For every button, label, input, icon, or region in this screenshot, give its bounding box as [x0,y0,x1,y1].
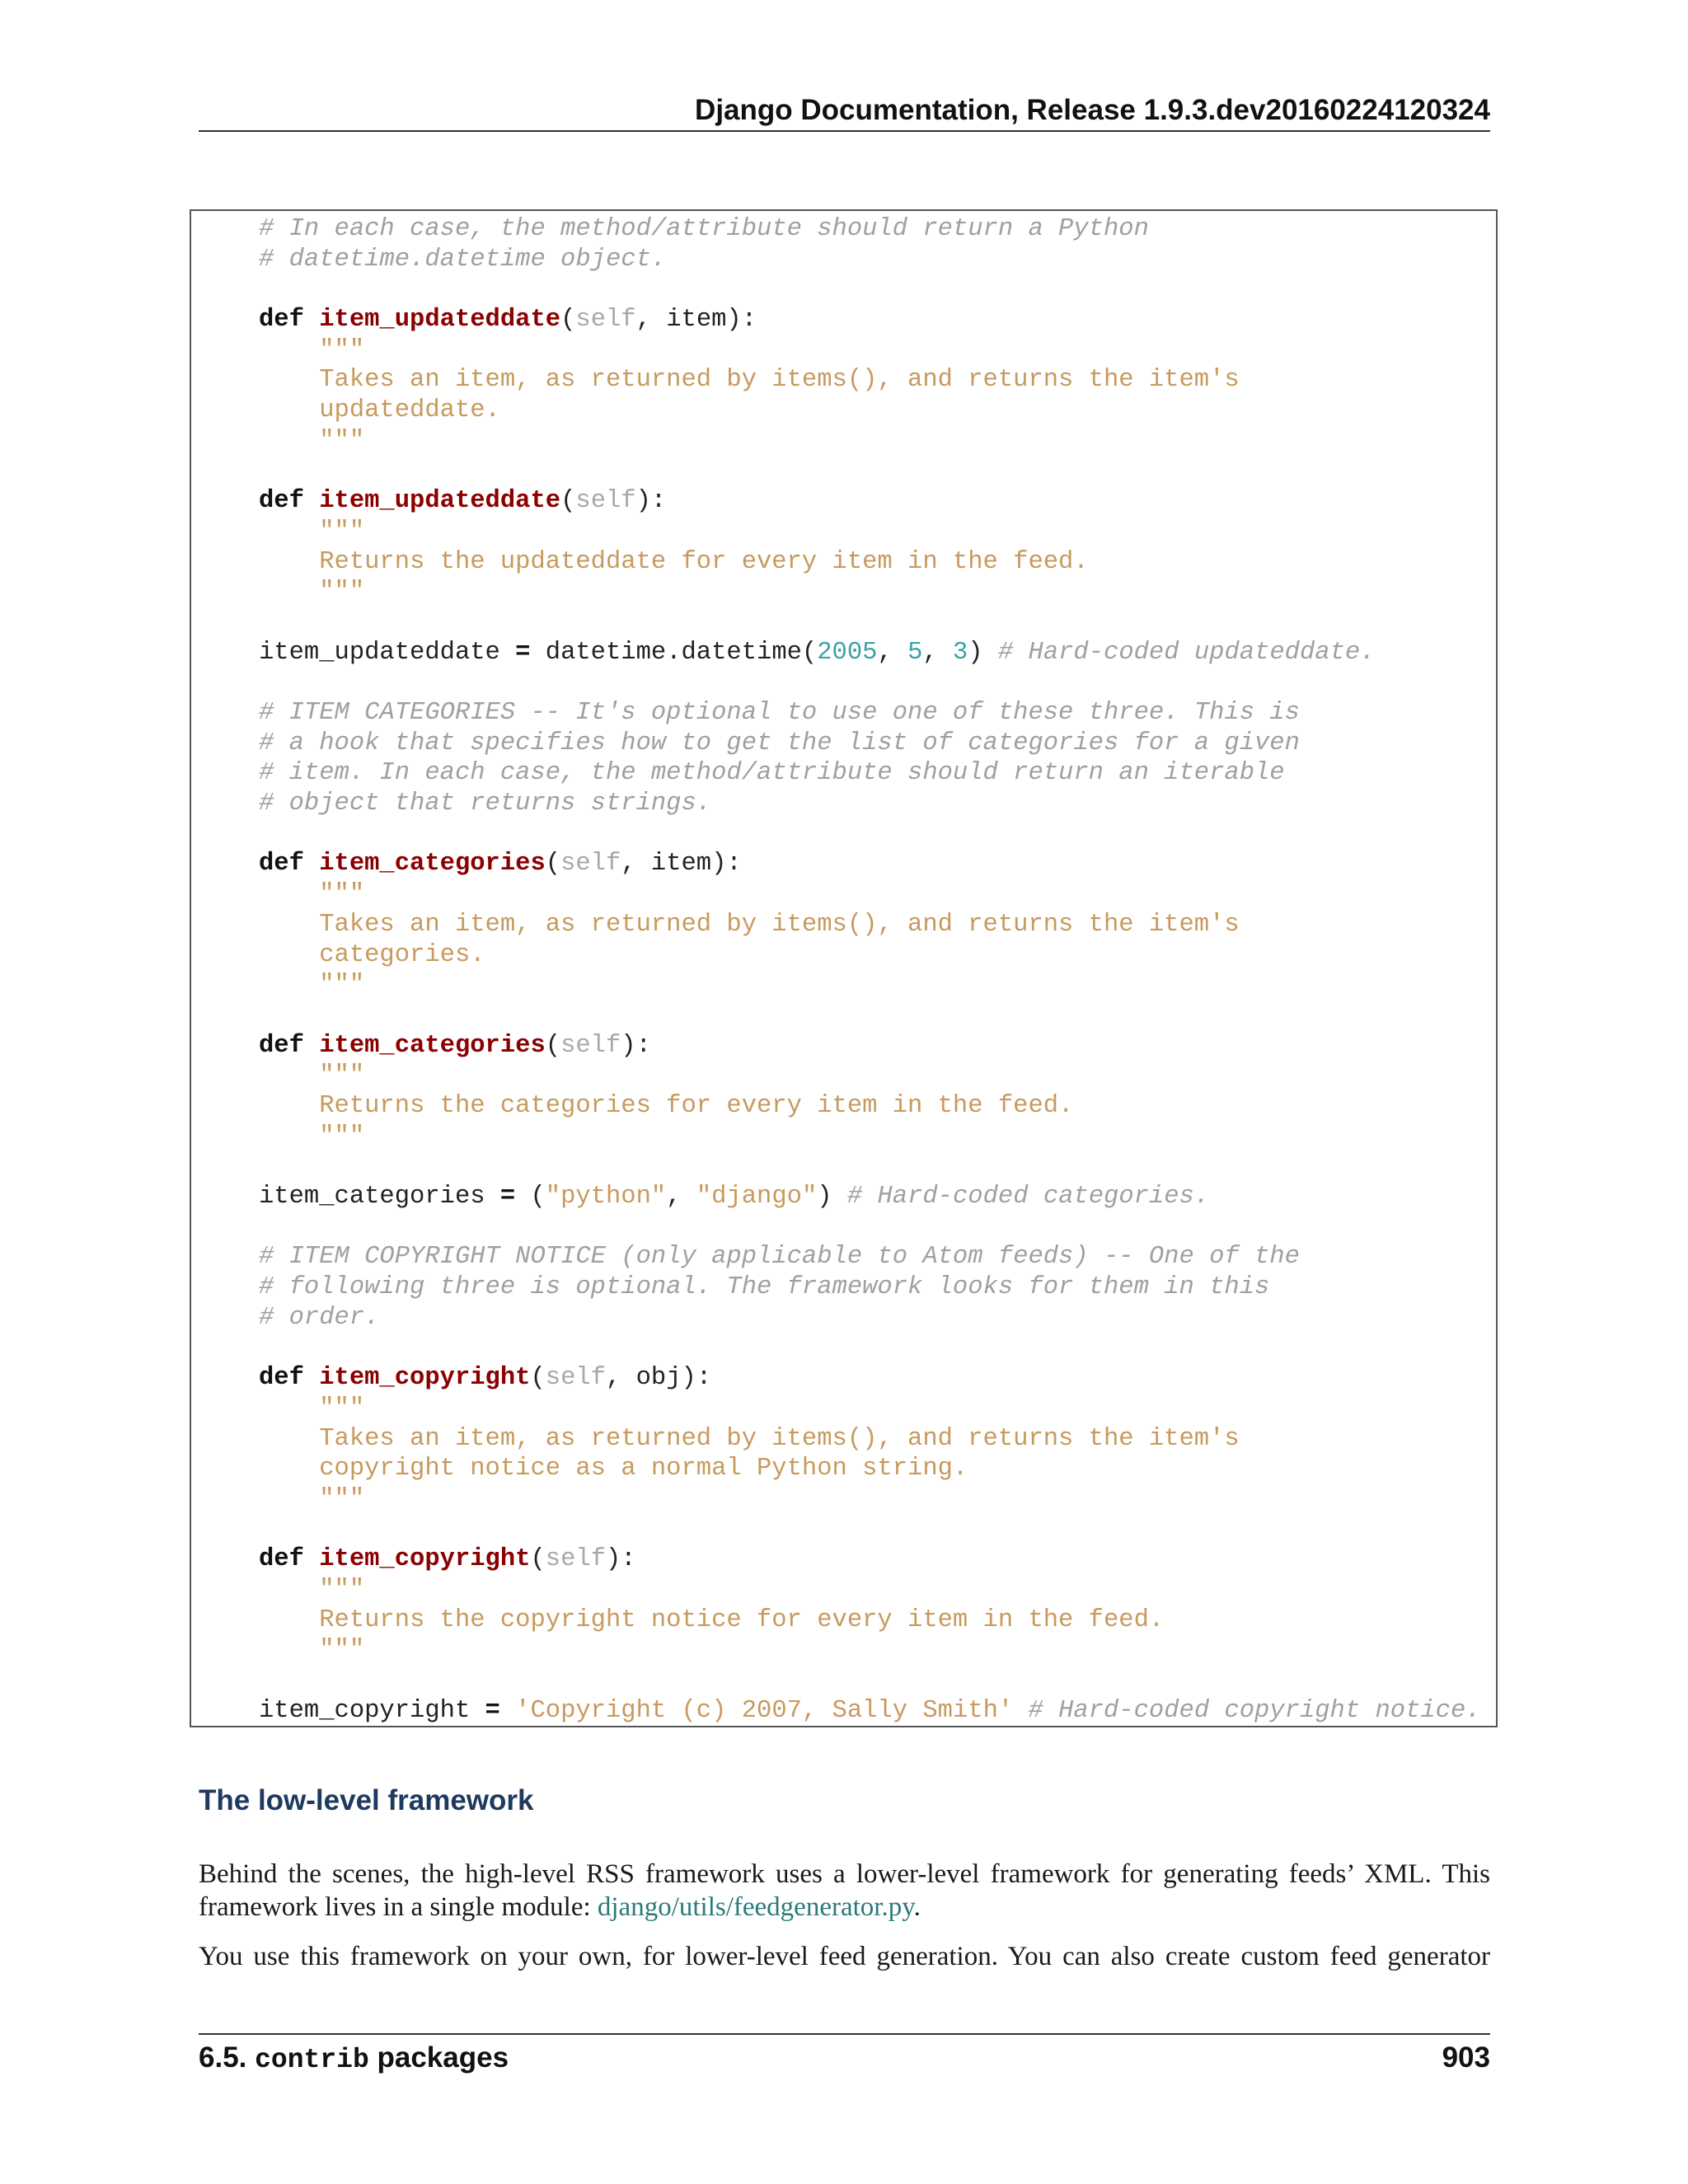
code-token: 'Copyright (c) 2007, Sally Smith' [515,1696,1014,1725]
code-token: 2005 [817,638,878,667]
code-token: # object that returns strings. [259,790,712,818]
code-line [259,849,1481,879]
code-line [259,910,1481,940]
code-token: ( [560,487,576,516]
paragraph-text: Behind the scenes, the high-level RSS framework uses a lower-level framework for generating feeds’ XML. This framework lives in a single module: [199,1859,1490,1922]
code-line [259,1394,1481,1424]
code-token: item_copyright [319,1364,531,1393]
code-line [259,457,1481,487]
code-token: , [666,1183,696,1211]
footer-section [199,2041,509,2075]
code-line [259,1122,1481,1152]
code-token: ( [560,306,576,335]
code-line [259,305,1481,335]
code-token: # Hard-coded copyright notice. [1028,1696,1481,1725]
code-token: item_updateddate [319,306,561,335]
code-line [259,577,1481,607]
code-token: "python" [545,1183,667,1211]
code-token: = [515,638,531,667]
code-token: self [545,1545,606,1574]
code-token: self [545,1364,606,1393]
code-token: , item): [621,850,742,879]
code-line [259,1272,1481,1303]
code-token: , [922,638,953,667]
code-token: 5 [907,638,923,667]
code-token: ( [545,1031,561,1060]
code-token: # order. [259,1303,380,1332]
code-token: , item): [635,306,757,335]
code-token: datetime.datetime( [530,638,818,667]
code-line [259,940,1481,971]
code-token: self [560,850,621,879]
code-token: , obj): [606,1364,712,1393]
code-token: """ [259,880,365,909]
code-token: """ [259,517,365,546]
code-token: item_updateddate [259,638,516,667]
code-line [259,274,1481,305]
footer-section-code: contrib [255,2045,369,2075]
code-token: ) [817,1183,847,1211]
code-token: Takes an item, as returned by items(), and returns the item's [259,366,1240,395]
code-token: Takes an item, as returned by items(), and returns the item's [259,910,1240,939]
section-heading: The low-level framework [199,1784,534,1816]
code-token: """ [259,578,365,607]
code-token: item_categories [259,1183,500,1211]
code-token [500,1697,515,1725]
code-line [259,1544,1481,1575]
code-token: def [259,487,320,516]
code-line [259,698,1481,729]
code-token: # item. In each case, the method/attribute should return an iterable [259,759,1285,788]
code-line [259,1605,1481,1636]
code-token: """ [259,1636,365,1665]
code-token: ): [606,1545,636,1574]
code-token: self [575,487,636,516]
code-token [1013,1697,1028,1725]
code-line [259,1333,1481,1363]
code-line [259,970,1481,1001]
code-token: # Hard-coded categories. [846,1183,1210,1211]
code-token: def [259,1545,320,1574]
code-token: def [259,306,320,335]
code-block [190,209,1498,1727]
code-token: Returns the updateddate for every item in the feed. [259,547,1089,576]
code-line [259,1031,1481,1062]
body-paragraph-1 [199,1858,1490,1924]
page-footer [199,2033,1490,2075]
code-line [259,1666,1481,1696]
code-line [259,819,1481,850]
code-line [259,1424,1481,1455]
code-line [259,1363,1481,1394]
code-line [259,879,1481,910]
code-line [259,668,1481,698]
code-token: Takes an item, as returned by items(), and returns the item's [259,1424,1240,1453]
code-token: item_copyright [319,1545,531,1574]
code-token: self [575,306,636,335]
code-token: 3 [952,638,968,667]
code-token: """ [259,1575,365,1604]
code-line [259,1091,1481,1122]
code-line [259,1575,1481,1605]
code-token: # Hard-coded updateddate. [997,638,1376,667]
code-token: , [877,638,908,667]
code-content [259,214,1481,1726]
code-token: ( [530,1364,546,1393]
code-line [259,758,1481,789]
feedgenerator-link[interactable]: django/utils/feedgenerator.py [597,1892,914,1922]
code-line [259,1212,1481,1243]
code-line [259,789,1481,819]
code-line [259,1635,1481,1666]
code-token: = [485,1696,500,1725]
code-token: item_copyright [259,1696,485,1725]
code-line [259,1182,1481,1212]
code-line [259,486,1481,517]
code-token: """ [259,1394,365,1422]
code-line [259,1515,1481,1545]
code-token: ( [515,1183,546,1211]
code-token: = [499,1183,516,1211]
code-token: # following three is optional. The framework looks for them in this [259,1273,1270,1302]
code-token: def [259,1364,320,1393]
code-token: def [259,1031,320,1060]
code-line [259,729,1481,759]
code-line [259,1151,1481,1182]
footer-section-number: 6.5. [199,2041,247,2074]
code-token: # datetime.datetime object. [259,245,667,274]
code-token: # ITEM COPYRIGHT NOTICE (only applicable to Atom feeds) -- One of the [259,1243,1300,1272]
code-token: categories. [259,940,485,969]
code-line [259,607,1481,638]
code-token: item_categories [319,1031,546,1060]
code-token: """ [259,1062,365,1090]
code-line [259,1454,1481,1484]
code-line [259,335,1481,366]
code-token: self [560,1031,621,1060]
code-token: # a hook that specifies how to get the list of categories for a given [259,729,1300,757]
code-token: """ [259,971,365,1000]
code-token: ): [635,487,667,516]
paragraph-end: . [913,1892,921,1922]
code-token: # ITEM CATEGORIES -- It's optional to use one of these three. This is [259,699,1300,727]
page-number: 903 [1442,2041,1490,2074]
code-token: ): [621,1031,651,1060]
code-line [259,214,1481,245]
code-token: """ [259,426,365,455]
footer-section-rest: packages [377,2041,509,2074]
code-token: """ [259,1484,365,1513]
code-line [259,1484,1481,1515]
code-token: "django" [696,1183,818,1211]
code-line [259,1001,1481,1031]
code-line [259,245,1481,275]
code-line [259,1242,1481,1272]
code-token: ( [545,850,561,879]
code-token: Returns the copyright notice for every item in the feed. [259,1605,1165,1634]
code-token: copyright notice as a normal Python string. [259,1455,968,1483]
code-token: Returns the categories for every item in the feed. [259,1091,1074,1120]
code-line [259,365,1481,396]
code-line [259,1696,1481,1727]
code-token: """ [259,1122,365,1151]
code-line [259,638,1481,668]
body-paragraph-2: You use this framework on your own, for lower-level feed generation. You can also create custom feed generator [199,1942,1490,1971]
document-title: Django Documentation, Release 1.9.3.dev20160224120324 [695,94,1490,126]
code-line [259,426,1481,457]
code-line [259,517,1481,547]
code-line [259,1303,1481,1333]
code-token: """ [259,335,365,364]
code-token: ( [530,1545,546,1574]
code-token: item_updateddate [319,487,561,516]
code-token: item_categories [319,850,546,879]
code-token: # In each case, the method/attribute should return a Python [259,215,1149,243]
code-token: updateddate. [259,396,500,425]
code-line [259,547,1481,578]
code-token: def [259,850,320,879]
code-line [259,1061,1481,1091]
code-token: ) [968,638,998,667]
page-header [199,91,1490,132]
code-line [259,396,1481,426]
